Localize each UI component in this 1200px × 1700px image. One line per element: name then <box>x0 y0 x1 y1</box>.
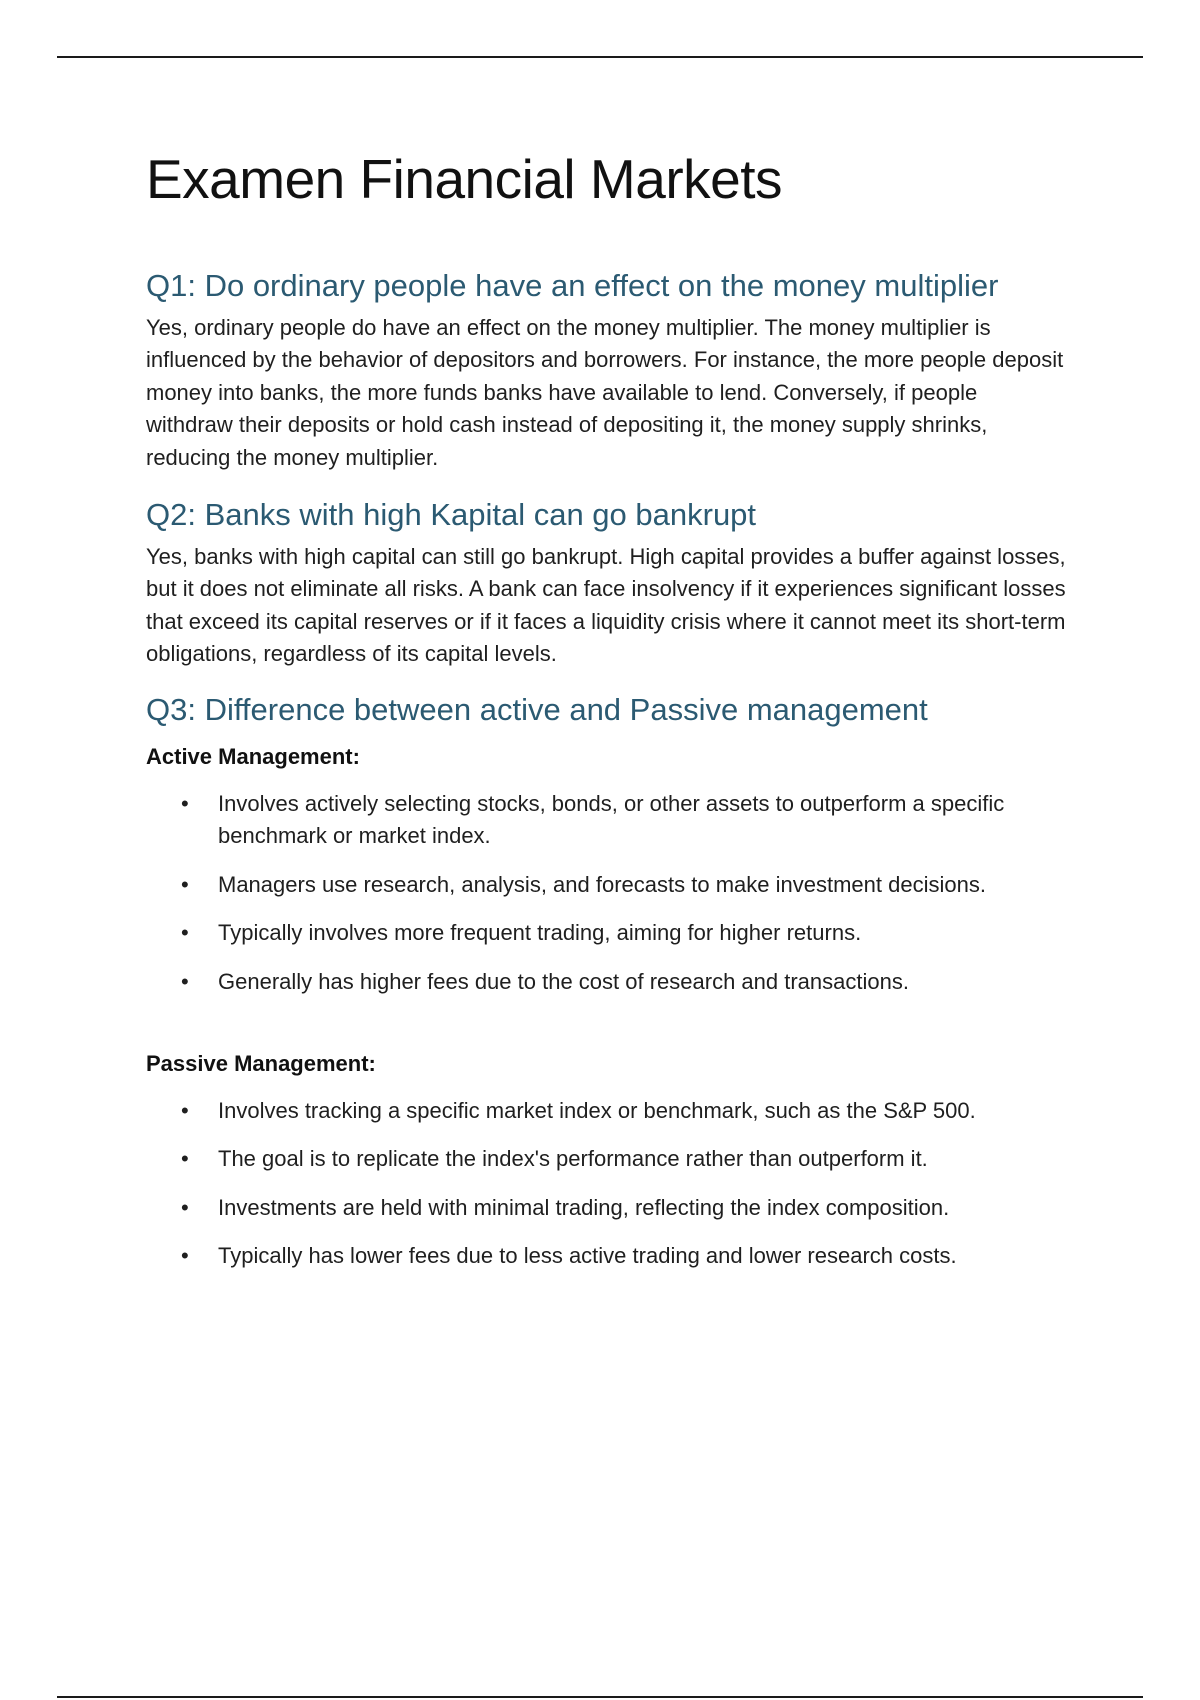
top-rule <box>57 56 1143 58</box>
passive-management-label: Passive Management: <box>146 1051 376 1076</box>
section-q2 <box>146 495 1066 671</box>
bullet-icon: • <box>181 920 189 946</box>
document-title: Examen Financial Markets <box>146 148 783 210</box>
list-item: • Typically has lower fees due to less active trading and lower research costs. <box>146 1240 1066 1272</box>
bullet-icon: • <box>181 1194 189 1220</box>
list-item: • Generally has higher fees due to the cost of research and transactions. <box>146 966 1066 998</box>
bullet-icon: • <box>181 1098 189 1123</box>
list-item: • Involves actively selecting stocks, bonds, or other assets to outperform a specific benchmark or market index. <box>146 788 1066 853</box>
section-q3 <box>146 690 1066 730</box>
passive-management-block <box>146 1049 1066 1273</box>
bullet-icon: • <box>181 1243 189 1269</box>
q3-heading: Q3: Difference between active and Passive management <box>146 692 928 727</box>
bottom-rule <box>57 1696 1143 1698</box>
list-item: • The goal is to replicate the index's performance rather than outperform it. <box>146 1143 1066 1175</box>
q2-body: Yes, banks with high capital can still go bankrupt. High capital provides a buffer against losses, but it does not eliminate all risks. A bank can face insolvency if it experiences significant losses that exceed its capital reserves or if it faces a liquidity crisis where it cannot meet its short-term obligations, regardless of its capital levels. <box>146 544 1066 667</box>
bullet-icon: • <box>181 968 189 994</box>
list-item: • Typically involves more frequent trading, aiming for higher returns. <box>146 917 1066 949</box>
list-item: • Involves tracking a specific market index or benchmark, such as the S&P 500. <box>146 1095 1066 1127</box>
active-management-block <box>146 742 1066 998</box>
q1-heading: Q1: Do ordinary people have an effect on the money multiplier <box>146 268 999 303</box>
bullet-icon: • <box>181 871 189 897</box>
q2-heading: Q2: Banks with high Kapital can go bankrupt <box>146 497 757 532</box>
active-management-list <box>146 788 1066 998</box>
list-item: • Managers use research, analysis, and forecasts to make investment decisions. <box>146 869 1066 901</box>
list-item: • Investments are held with minimal trading, reflecting the index composition. <box>146 1192 1066 1224</box>
q1-body: Yes, ordinary people do have an effect on the money multiplier. The money multiplier is influenced by the behavior of depositors and borrowers. For instance, the more people deposit money into banks, the more funds banks have available to lend. Conversely, if people withdraw their deposits or hold cash instead of depositing it, the money supply shrinks, reducing the money multiplier. <box>146 315 1064 470</box>
passive-management-list <box>146 1095 1066 1273</box>
active-management-label: Active Management: <box>146 744 360 769</box>
bullet-icon: • <box>181 791 189 816</box>
section-q1 <box>146 266 1066 474</box>
bullet-icon: • <box>181 1146 189 1172</box>
